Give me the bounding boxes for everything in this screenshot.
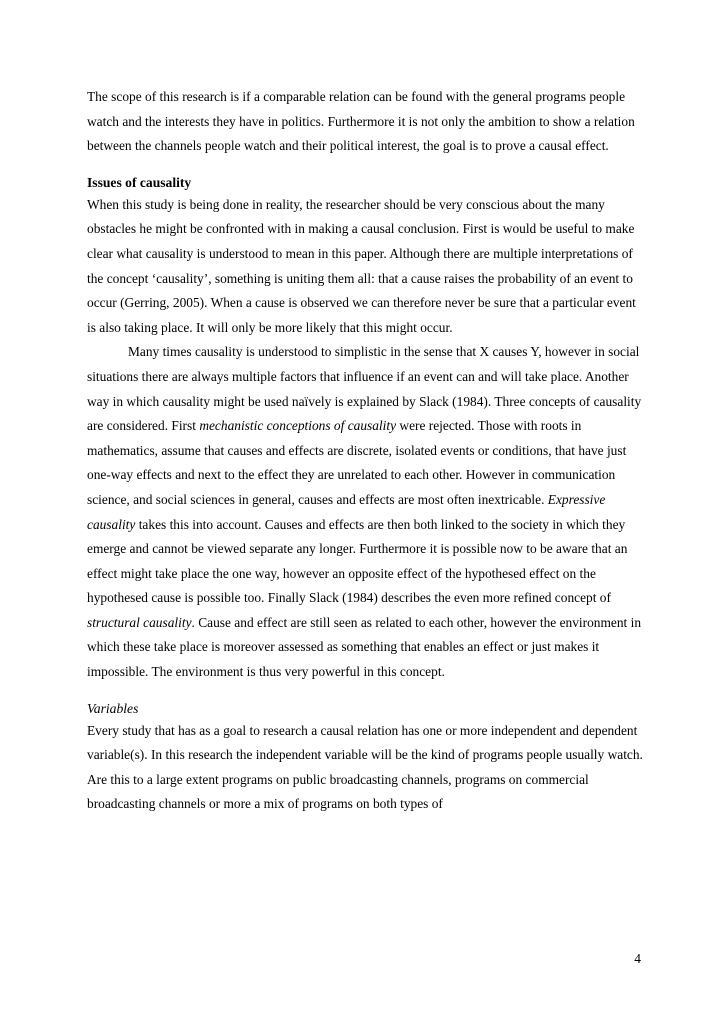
causality-paragraph-2 (87, 340, 647, 684)
causality-paragraph-2-text-1: Many times causality is understood to simplistic in the sense that X causes Y, however in social situations there are always multiple factors that influence if an event can and will take place. Another way in which causality might be used naïvely is explained by Slack (1984). Three concepts of causality are considered. First (87, 344, 642, 434)
section-spacer (87, 685, 647, 699)
term-expressive-causality: Expressive causality (87, 491, 606, 532)
variables-paragraph-1: Every study that has as a goal to research a causal relation has one or more independent and dependent variable(s). In this research the independent variable will be the kind of programs people usually watch. Are this to a large extent programs on public broadcasting channels, programs on commercial broadcasting channels or more a mix of programs on both types of (87, 722, 643, 812)
term-mechanistic-causality: mechanistic conceptions of causality (199, 418, 397, 434)
section-spacer (87, 159, 647, 173)
section-heading-causality: Issues of causality (87, 174, 192, 190)
causality-paragraph-1: When this study is being done in reality, the researcher should be very conscious about the many obstacles he might be confronted with in making a causal conclusion. First is would be useful to make clear what causality is understood to mean in this paper. Although there are multiple interpretations of the concept ‘causality’, something is uniting them all: that a cause raises the probability of an event to occur (Gerring, 2005). When a cause is observed we can therefore never be sure that a particular event is also taking place. It will only be more likely that this might occur. (87, 196, 636, 335)
causality-paragraph-2-text-4: . Cause and effect are still seen as related to each other, however the environment in which these take place is moreover assessed as something that enables an effect or just makes it impossible. The environment is thus very powerful in this concept. (87, 614, 642, 680)
page-content (87, 85, 647, 817)
causality-paragraph-2-text-2: were rejected. Those with roots in mathematics, assume that causes and effects are discrete, isolated events or conditions, that have just one-way effects and next to the effect they are unrelated to each other. However in communication science, and social sciences in general, causes and effects are most often inextricable. (87, 418, 627, 507)
causality-paragraph-2-text-3: takes this into account. Causes and effects are then both linked to the society in which they emerge and cannot be viewed separate any longer. Furthermore it is possible now to be aware that an effect might take place the one way, however an opposite effect of the hypothesed effect on the hypothesed cause is possible too. Finally Slack (1984) describes the even more refined concept of (87, 516, 628, 606)
section-heading-variables: Variables (87, 700, 139, 716)
term-structural-causality: structural causality (87, 614, 192, 630)
intro-paragraph: The scope of this research is if a comparable relation can be found with the general programs people watch and the interests they have in politics. Furthermore it is not only the ambition to show a relation between the channels people watch and their political interest, the goal is to prove a causal effect. (87, 89, 635, 154)
page-number: 4 (634, 951, 641, 966)
